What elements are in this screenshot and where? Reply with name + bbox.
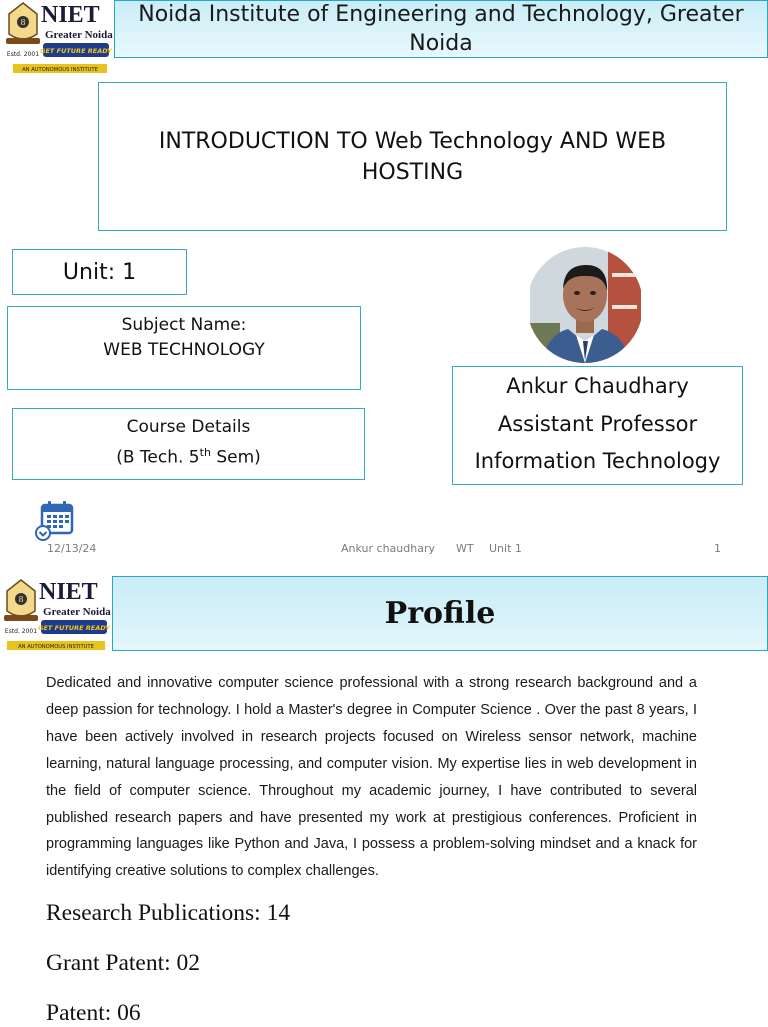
logo-footer: AN AUTONOMOUS INSTITUTE	[18, 644, 94, 650]
subject-label: Subject Name:	[121, 315, 247, 335]
calendar-icon	[35, 500, 75, 542]
niet-logo-slide2	[1, 577, 113, 653]
professor-name: Ankur Chaudhary	[506, 374, 689, 398]
footer-subject: WT	[456, 542, 474, 555]
subject-box	[7, 306, 361, 390]
logo-estd: Estd. 2001	[4, 628, 38, 635]
logo-tagline: GET FUTURE READY	[38, 624, 110, 632]
professor-photo	[530, 243, 641, 365]
profile-heading: Profile	[384, 596, 496, 631]
professor-box	[452, 366, 743, 485]
svg-text:8: 8	[20, 18, 26, 27]
subject-value: WEB TECHNOLOGY	[103, 340, 265, 360]
intro-title-box	[98, 82, 727, 231]
course-box	[12, 408, 365, 480]
professor-title: Assistant Professor	[497, 411, 698, 436]
logo-brand: NIET	[39, 579, 98, 605]
institute-title-bar	[114, 0, 768, 58]
course-value: (B Tech. 5th Sem)	[116, 446, 261, 468]
stat-research-publications: Research Publications: 14	[46, 900, 291, 926]
footer-page-number: 1	[714, 542, 721, 555]
logo-brand: NIET	[41, 2, 100, 28]
logo-tagline: GET FUTURE READY	[40, 47, 112, 55]
course-label: Course Details	[126, 417, 251, 437]
footer-author: Ankur chaudhary	[341, 542, 435, 555]
niet-logo	[3, 0, 115, 76]
logo-city: Greater Noida	[43, 606, 111, 618]
logo-footer: AN AUTONOMOUS INSTITUTE	[22, 67, 98, 73]
footer-date: 12/13/24	[47, 542, 97, 555]
profile-summary: Dedicated and innovative computer science professional with a strong research background and a deep passion for technology. I hold a Master's degree in Computer Science . Over the past 8 years, I have been actively involved in research projects focused on Wireless sensor network, machine learning, natural language processing, and computer vision. My expertise lies in web development in the field of computer science. Throughout my academic journey, I have contributed to several published research papers and have presented my work at prestigious conferences. Proficient in programming languages like Python and Java, I possess a problem-solving mindset and a knack for identifying creative solutions to complex challenges.	[46, 675, 697, 880]
logo-estd: Estd. 2001	[6, 51, 40, 58]
svg-text:8: 8	[18, 595, 24, 604]
intro-title: INTRODUCTION TO Web Technology AND WEB HOSTING	[158, 128, 667, 185]
institute-name: Noida Institute of Engineering and Technology, Greater Noida	[138, 2, 744, 56]
professor-department: Information Technology	[474, 449, 721, 473]
unit-label: Unit: 1	[62, 259, 137, 285]
unit-box	[12, 249, 187, 295]
logo-city: Greater Noida	[45, 29, 113, 41]
footer-unit: Unit 1	[489, 542, 522, 555]
profile-heading-bar	[112, 576, 768, 651]
stat-patent: Patent: 06	[46, 1000, 141, 1026]
stat-grant-patent: Grant Patent: 02	[46, 950, 201, 976]
